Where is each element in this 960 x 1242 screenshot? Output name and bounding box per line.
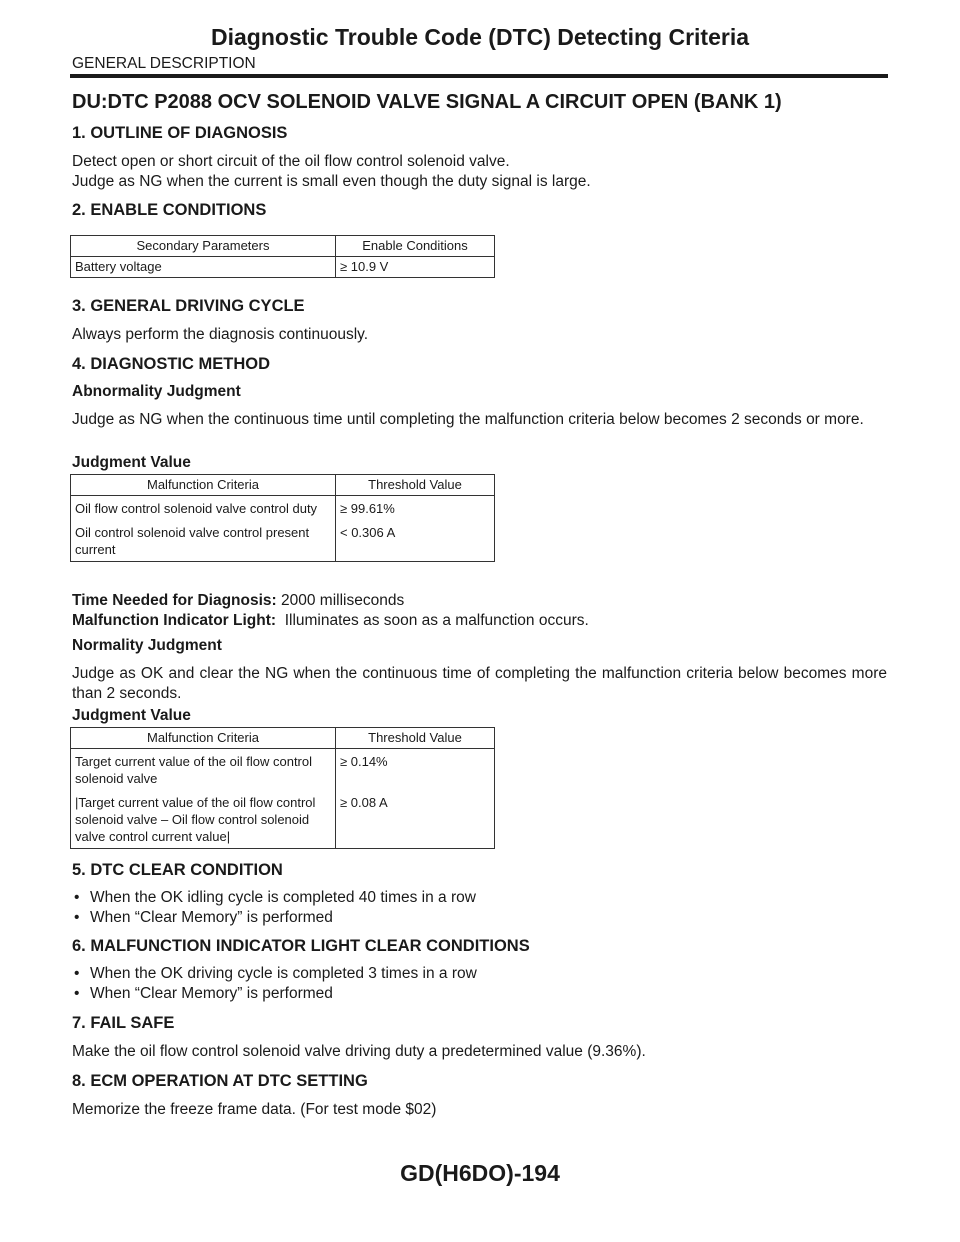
table-header-cell: Enable Conditions [336, 236, 495, 257]
table-header-row [71, 236, 495, 257]
mil-value: Illuminates as soon as a malfunction occurs. [284, 612, 589, 629]
judgment-value-label: Judgment Value [72, 707, 191, 724]
list-item: • When “Clear Memory” is performed [74, 984, 477, 1004]
fail-safe-text: Make the oil flow control solenoid valve driving duty a predetermined value (9.36%). [72, 1043, 646, 1060]
table-cell: |Target current value of the oil flow control solenoid valve – Oil flow control solenoid valve control current value| [71, 790, 336, 849]
ecm-operation-heading: 8. ECM OPERATION AT DTC SETTING [72, 1072, 368, 1090]
table-header-cell: Threshold Value [336, 728, 495, 749]
abnormality-criteria-table [70, 474, 495, 562]
outline-line-2: Judge as NG when the current is small even though the duty signal is large. [72, 173, 591, 190]
table-cell: ≥ 0.08 A [336, 790, 495, 849]
time-needed-value: 2000 milliseconds [281, 592, 405, 609]
judgment-value-label: Judgment Value [72, 454, 191, 471]
table-header-cell: Secondary Parameters [71, 236, 336, 257]
abnormality-judgment-text: Judge as NG when the continuous time until completing the malfunction criteria below becomes 2 seconds or more. [72, 411, 864, 428]
table-header-cell: Threshold Value [336, 475, 495, 496]
table-row [71, 790, 495, 849]
table-row [71, 257, 495, 278]
table-row [71, 520, 495, 562]
page-number: GD(H6DO)-194 [400, 1160, 560, 1186]
table-cell: Oil control solenoid valve control present current [71, 520, 336, 562]
list-item: • When “Clear Memory” is performed [74, 908, 476, 928]
time-needed-line [72, 591, 404, 611]
table-header-row [71, 728, 495, 749]
normality-criteria-table [70, 727, 495, 849]
normality-judgment-title: Normality Judgment [72, 637, 222, 654]
table-header-cell: Malfunction Criteria [71, 475, 336, 496]
table-header-row [71, 475, 495, 496]
table-cell: ≥ 99.61% [336, 496, 495, 521]
table-cell: ≥ 10.9 V [336, 257, 495, 278]
normality-judgment-text: Judge as OK and clear the NG when the continuous time of completing the malfunction criteria below becomes more than 2 seconds. [72, 665, 887, 702]
dtc-title: DU:DTC P2088 OCV SOLENOID VALVE SIGNAL A CIRCUIT OPEN (BANK 1) [72, 91, 782, 113]
dtc-clear-list [74, 888, 476, 928]
abnormality-judgment-title: Abnormality Judgment [72, 383, 241, 400]
outline-line-1: Detect open or short circuit of the oil flow control solenoid valve. [72, 153, 510, 170]
table-cell: Target current value of the oil flow control solenoid valve [71, 749, 336, 791]
diagnostic-method-heading: 4. DIAGNOSTIC METHOD [72, 355, 271, 373]
page-title: Diagnostic Trouble Code (DTC) Detecting Criteria [211, 24, 749, 50]
header-divider [70, 74, 888, 78]
table-cell: < 0.306 A [336, 520, 495, 562]
enable-conditions-table [70, 235, 495, 278]
mil-label: Malfunction Indicator Light: [72, 612, 277, 629]
table-cell: ≥ 0.14% [336, 749, 495, 791]
table-cell: Battery voltage [71, 257, 336, 278]
table-row [71, 496, 495, 521]
fail-safe-heading: 7. FAIL SAFE [72, 1014, 175, 1032]
table-row [71, 749, 495, 791]
section-subtitle: GENERAL DESCRIPTION [72, 55, 256, 72]
table-cell: Oil flow control solenoid valve control duty [71, 496, 336, 521]
driving-cycle-heading: 3. GENERAL DRIVING CYCLE [72, 297, 305, 315]
driving-cycle-text: Always perform the diagnosis continuously. [72, 326, 369, 343]
outline-heading: 1. OUTLINE OF DIAGNOSIS [72, 124, 288, 142]
mil-line [72, 611, 589, 631]
dtc-clear-heading: 5. DTC CLEAR CONDITION [72, 861, 283, 879]
time-needed-label: Time Needed for Diagnosis: [72, 592, 277, 609]
ecm-operation-text: Memorize the freeze frame data. (For test mode $02) [72, 1101, 437, 1118]
table-header-cell: Malfunction Criteria [71, 728, 336, 749]
list-item: • When the OK idling cycle is completed 40 times in a row [74, 888, 476, 908]
list-item: • When the OK driving cycle is completed 3 times in a row [74, 964, 477, 984]
enable-heading: 2. ENABLE CONDITIONS [72, 201, 267, 219]
mil-clear-list [74, 964, 477, 1004]
mil-clear-heading: 6. MALFUNCTION INDICATOR LIGHT CLEAR CONDITIONS [72, 937, 530, 955]
